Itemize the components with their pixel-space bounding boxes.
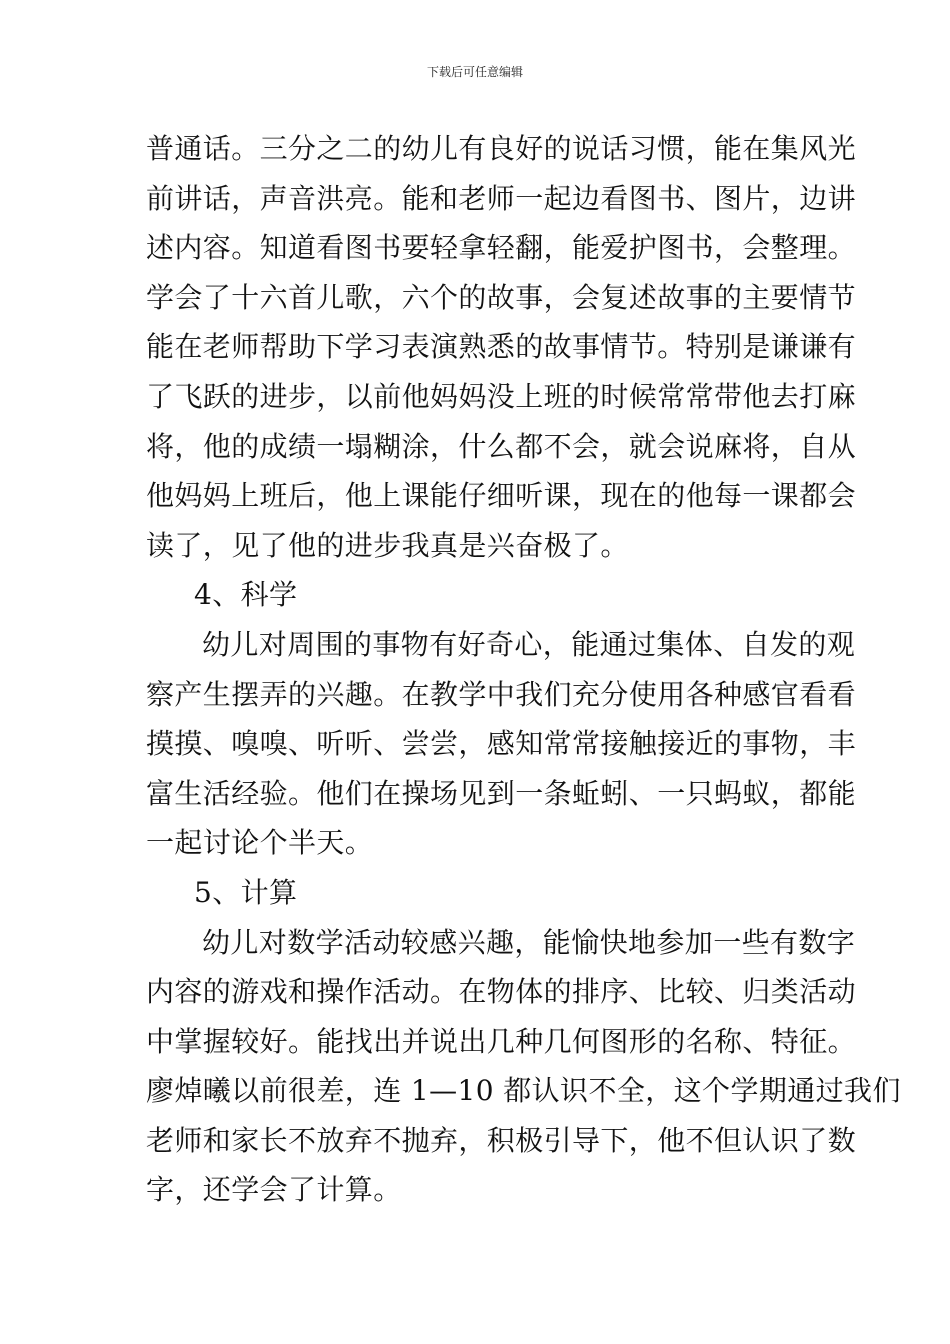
paragraph-line: 前讲话，声音洪亮。能和老师一起边看图书、图片，边讲: [146, 181, 857, 215]
paragraph-line: 老师和家长不放弃不抛弃，积极引导下，他不但认识了数: [146, 1123, 857, 1157]
paragraph-line: 了飞跃的进步，以前他妈妈没上班的时候常常带他去打麻: [146, 379, 857, 413]
paragraph-line: 内容的游戏和操作活动。在物体的排序、比较、归类活动: [146, 975, 857, 1009]
paragraph-line: 幼儿对周围的事物有好奇心，能通过集体、自发的观: [202, 627, 856, 661]
paragraph-line: 摸摸、嗅嗅、听听、尝尝，感知常常接触接近的事物，丰: [146, 727, 857, 761]
paragraph-line: 廖焯曦以前很差，连 1—10 都认识不全，这个学期通过我们: [146, 1074, 901, 1108]
paragraph-line: 一起讨论个半天。: [146, 826, 374, 860]
paragraph-line: 幼儿对数学活动较感兴趣，能愉快地参加一些有数字: [202, 925, 856, 959]
paragraph-line: 能在老师帮助下学习表演熟悉的故事情节。特别是谦谦有: [146, 330, 857, 364]
paragraph-line: 他妈妈上班后，他上课能仔细听课，现在的他每一课都会: [146, 479, 857, 513]
paragraph-line: 将，他的成绩一塌糊涂，什么都不会，就会说麻将，自从: [146, 429, 857, 463]
paragraph-line: 察产生摆弄的兴趣。在教学中我们充分使用各种感官看看: [146, 677, 857, 711]
paragraph-line: 学会了十六首儿歌，六个的故事，会复述故事的主要情节: [146, 280, 857, 314]
paragraph-line: 中掌握较好。能找出并说出几种几何图形的名称、特征。: [146, 1024, 857, 1058]
paragraph-line: 普通话。三分之二的幼儿有良好的说话习惯，能在集风光: [146, 132, 857, 165]
section-heading-calculation: 5、计算: [194, 875, 298, 909]
paragraph-line: 富生活经验。他们在操场见到一条蚯蚓、一只蚂蚁，都能: [146, 776, 857, 810]
paragraph-line: 读了，见了他的进步我真是兴奋极了。: [146, 528, 629, 562]
page-header-note: 下载后可任意编辑: [426, 65, 523, 79]
paragraph-line: 述内容。知道看图书要轻拿轻翻，能爱护图书，会整理。: [146, 231, 857, 265]
document-body: [146, 124, 901, 1215]
paragraph-line: 字，还学会了计算。: [146, 1173, 402, 1207]
section-heading-science: 4、科学: [194, 578, 298, 612]
